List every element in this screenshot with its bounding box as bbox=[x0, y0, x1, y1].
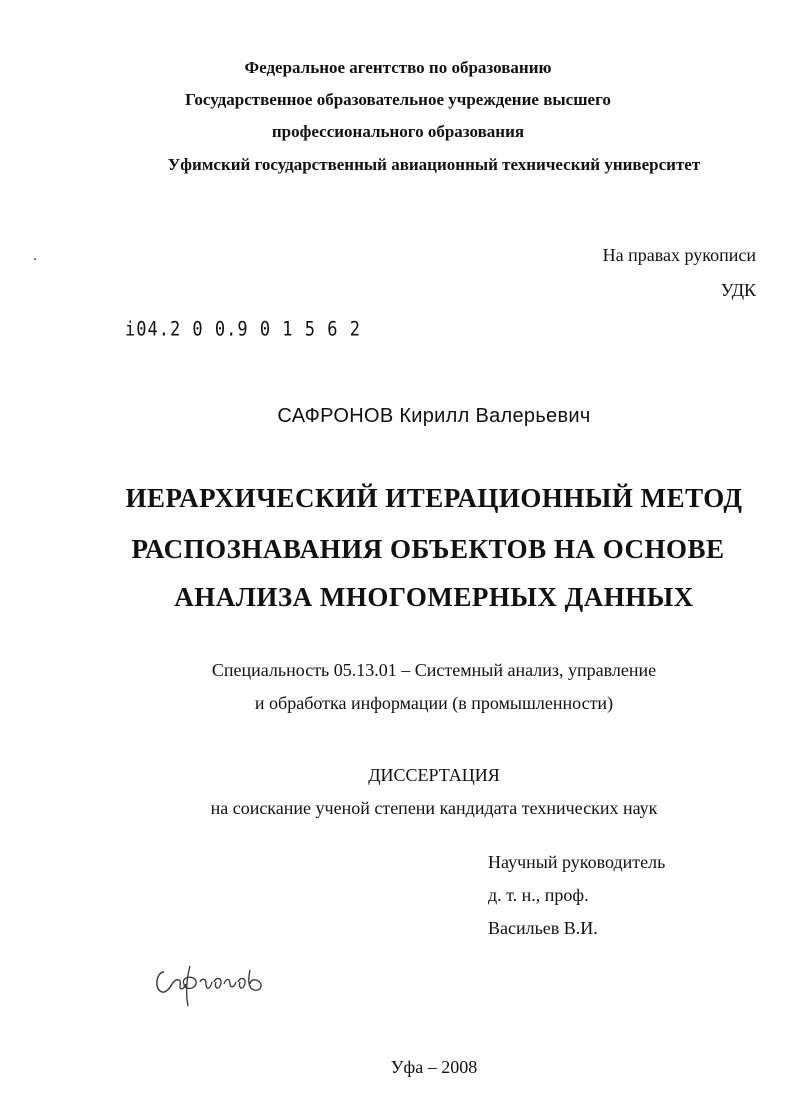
dissertation-purpose: на соискание ученой степени кандидата технических наук bbox=[210, 798, 658, 818]
title-line2: РАСПОЗНАВАНИЯ ОБЪЕКТОВ НА ОСНОВЕ bbox=[131, 534, 725, 564]
advisor-degree: д. т. н., проф. bbox=[488, 885, 589, 905]
dissertation-label: ДИССЕРТАЦИЯ bbox=[368, 765, 500, 785]
udc-label: УДК bbox=[720, 280, 756, 300]
institution-type-line2: профессионального образования bbox=[271, 122, 525, 141]
scan-speck bbox=[34, 258, 36, 260]
manuscript-rights: На правах рукописи bbox=[602, 245, 756, 265]
handwritten-signature-icon bbox=[150, 960, 280, 1010]
title-line1: ИЕРАРХИЧЕСКИЙ ИТЕРАЦИОННЫЙ МЕТОД bbox=[125, 483, 743, 513]
advisor-role: Научный руководитель bbox=[488, 852, 666, 872]
title-line3: АНАЛИЗА МНОГОМЕРНЫХ ДАННЫХ bbox=[174, 582, 694, 612]
specialty-line2: и обработка информации (в промышленности) bbox=[254, 693, 614, 713]
advisor-name: Васильев В.И. bbox=[488, 918, 598, 938]
author-name: САФРОНОВ Кирилл Валерьевич bbox=[277, 405, 591, 427]
inventory-number: i04.2 0 0.9 0 1 5 6 2 bbox=[125, 318, 361, 341]
ministry-name: Федеральное агентство по образованию bbox=[244, 58, 552, 77]
city-year: Уфа – 2008 bbox=[390, 1057, 478, 1077]
specialty-line1: Специальность 05.13.01 – Системный анализ, управление bbox=[211, 660, 657, 680]
institution-type-line1: Государственное образовательное учреждение высшего bbox=[185, 90, 611, 109]
university-name: Уфимский государственный авиационный технический университет bbox=[167, 155, 701, 174]
